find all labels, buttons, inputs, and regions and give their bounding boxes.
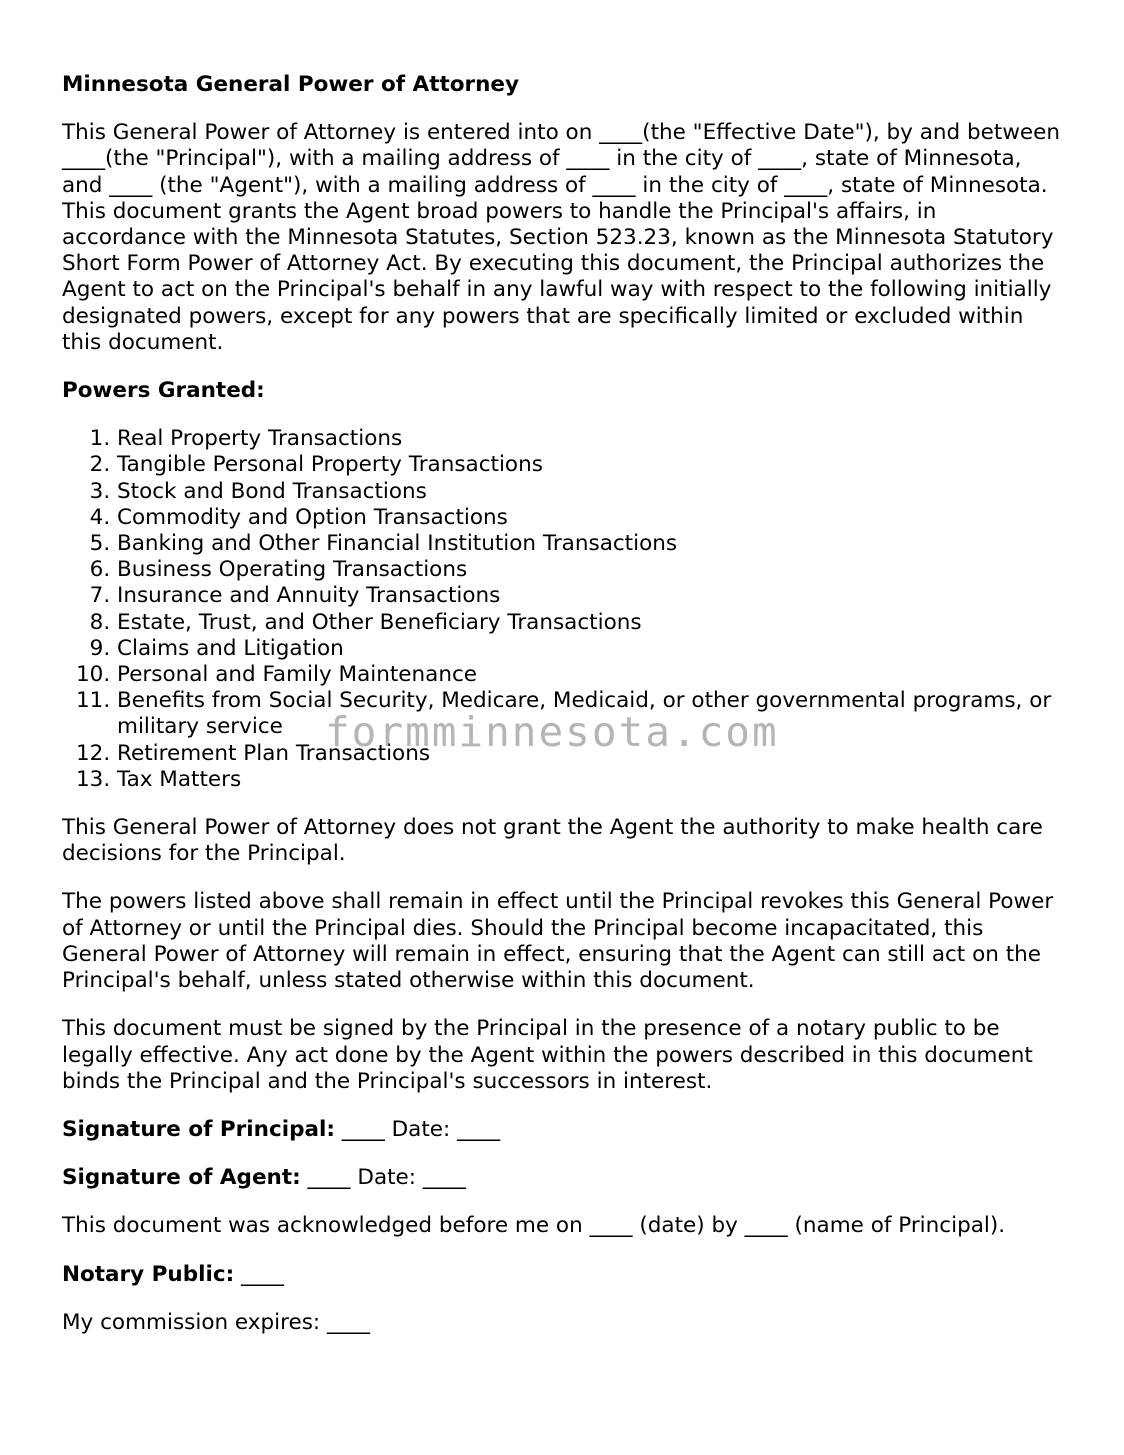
execution-clause: This document must be signed by the Principal in the presence of a notary public to be legally effective. Any act done by the Agent within the powers described in this document binds the Principal and the Principal's successors in interest. (62, 1016, 1033, 1094)
notary-line (62, 1262, 1067, 1288)
health-care-clause: This General Power of Attorney does not grant the Agent the authority to make health care decisions for the Principal. (62, 815, 1043, 867)
duration-clause: The powers listed above shall remain in effect until the Principal revokes this General Power of Attorney or until the Principal dies. Should the Principal become incapacitated, this General Power of Attorney will remain in effect, ensuring that the Agent can still act on the Principal's behalf, unless stated otherwise within this document. (62, 889, 1054, 994)
power-item: 5. Banking and Other Financial Institution Transactions (117, 531, 1067, 557)
power-item: 1. Real Property Transactions (117, 426, 1067, 452)
agent-signature-blank: ____ Date: ____ (300, 1165, 466, 1191)
power-item: 12. Retirement Plan Transactions (117, 741, 1067, 767)
notary-blank: ____ (234, 1261, 285, 1287)
power-item: 9. Claims and Litigation (117, 636, 1067, 662)
agent-signature-line (62, 1165, 1067, 1191)
power-item: 7. Insurance and Annuity Transactions (117, 583, 1067, 609)
notary-label: Notary Public: (62, 1261, 235, 1287)
principal-signature-blank: ____ Date: ____ (334, 1116, 501, 1142)
document-title: Minnesota General Power of Attorney (62, 72, 520, 97)
power-item: 6. Business Operating Transactions (117, 557, 1067, 583)
powers-heading: Powers Granted: (62, 378, 265, 404)
principal-signature-label: Signature of Principal: (62, 1116, 335, 1142)
power-item: 10. Personal and Family Maintenance (117, 662, 1067, 688)
power-item: 8. Estate, Trust, and Other Beneficiary Transactions (117, 610, 1067, 636)
power-item: 13. Tax Matters (117, 767, 1067, 793)
power-item: 2. Tangible Personal Property Transactions (117, 452, 1067, 478)
principal-signature-line (62, 1117, 1067, 1143)
agent-signature-label: Signature of Agent: (62, 1165, 301, 1191)
commission-expiry: My commission expires: ____ (62, 1309, 371, 1335)
acknowledgment-statement: This document was acknowledged before me on ____ (date) by ____ (name of Principal). (62, 1213, 1006, 1239)
watermark: formminnesota.com (325, 708, 779, 756)
intro-paragraph: This General Power of Attorney is entered into on ____(the "Effective Date"), by and between ____(the "Principal"), with a mailing address of ____ in the city of ____, state of Minnesota, and ____ (the "Agent"), with a mailing address of ____ in the city of ____, state of Minnesota. This document grants the Agent broad powers to handle the Principal's affairs, in accordance with the Minnesota Statutes, Section 523.23, known as the Minnesota Statutory Short Form Power of Attorney Act. By executing this document, the Principal authorizes the Agent to act on the Principal's behalf in any lawful way with respect to the following initially designated powers, except for any powers that are specifically limited or excluded within this document. (62, 120, 1060, 355)
power-item: 11. Benefits from Social Security, Medicare, Medicaid, or other governmental programs, or military service (117, 688, 1067, 740)
power-item: 3. Stock and Bond Transactions (117, 479, 1067, 505)
power-item: 4. Commodity and Option Transactions (117, 505, 1067, 531)
